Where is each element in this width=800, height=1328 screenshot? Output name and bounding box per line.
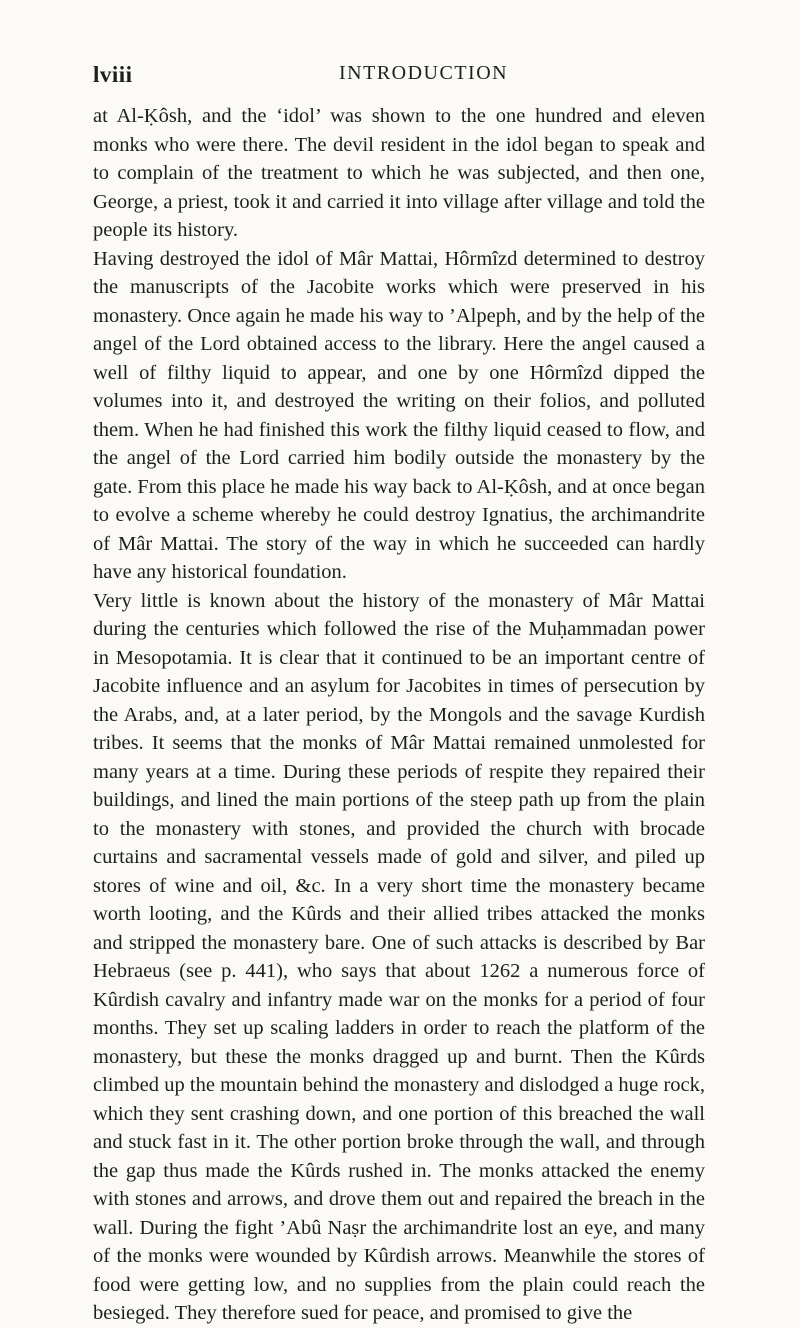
page-number: lviii bbox=[93, 62, 133, 87]
paragraph-monastery-history: Very little is known about the history of the monastery of Mâr Mattai during the centuries which followed the rise of the Muḥammadan power in Mesopotamia. It is clear that it continued to be an important centre of Jacobite influence and an asylum for Jacobites in times of persecution by the Arabs, and, at a later period, by the Mongols and the savage Kurdish tribes. It seems that the monks of Mâr Mattai remained unmolested for many years at a time. During these periods of respite they repaired their buildings, and lined the main portions of the steep path up from the plain to the monastery with stones, and provided the church with brocade curtains and sacramental vessels made of gold and silver, and piled up stores of wine and oil, &c. In a very short time the monastery became worth looting, and the Kûrds and their allied tribes attacked the monks and stripped the monastery bare. One of such attacks is described by Bar Hebraeus (see p. 441), who says that about 1262 a numerous force of Kûrdish cavalry and infantry made war on the monks for a period of four months. They set up scaling ladders in order to reach the platform of the monastery, but these the monks dragged up and burnt. Then the Kûrds climbed up the mountain behind the monastery and dislodged a huge rock, which they sent crashing down, and one portion of this breached the wall and stuck fast in it. The other portion broke through the wall, and through the gap thus made the Kûrds rushed in. The monks attacked the enemy with stones and arrows, and drove them out and repaired the breach in the wall. During the fight ’Abû Naṣr the archimandrite lost an eye, and many of the monks were wounded by Kûrdish arrows. Meanwhile the stores of food were getting low, and no supplies from the plain could reach the besieged. They therefore sued for peace, and promised to give the bbox=[93, 589, 705, 1324]
running-head bbox=[93, 62, 705, 92]
section-title: INTRODUCTION bbox=[339, 62, 509, 84]
body-text bbox=[93, 102, 705, 1328]
paragraph-manuscripts: Having destroyed the idol of Mâr Mattai, Hôrmîzd determined to destroy the manuscripts of the Jacobite works which were preserved in his monastery. Once again he made his way to ’Alpeph, and by the help of the angel of the Lord obtained access to the library. Here the angel caused a well of filthy liquid to appear, and one by one Hôrmîzd dipped the volumes into it, and destroyed the writing on their folios, and polluted them. When he had finished this work the filthy liquid ceased to flow, and the angel of the Lord carried him bodily outside the monastery by the gate. From this place he made his way back to Al-Ḳôsh, and at once began to evolve a scheme whereby he could destroy Ignatius, the archimandrite of Mâr Mattai. The story of the way in which he succeeded can hardly have any historical foundation. bbox=[93, 247, 705, 583]
paragraph-continuation: at Al-Ḳôsh, and the ‘idol’ was shown to the one hundred and eleven monks who were there. The devil resident in the idol began to speak and to complain of the treatment to which he was subjected, and then one, George, a priest, took it and carried it into village after village and told the people its history. bbox=[93, 105, 705, 241]
